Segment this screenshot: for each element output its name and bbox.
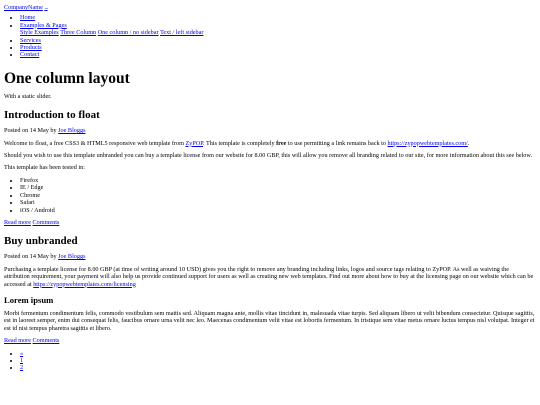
nav-subitem [160,29,203,36]
list-item: • Safari [20,199,536,206]
article-paragraph [4,266,536,288]
article-subheading: Lorem ipsum [4,294,54,305]
pagination-page-link[interactable]: 1 [20,356,24,364]
nav-link-three-column[interactable]: Three Column [60,29,97,37]
list-item: • Chrome [20,192,536,199]
author-link[interactable]: Joe Bloggs [58,127,86,135]
text-segment: . This template is completely [203,139,275,147]
article-paragraph: Should you wish to use this template unbranded you can buy a template license from our website for 8.00 GBP, this will allow you remove all branding related to our site, for more information about this see below. [4,152,533,160]
pagination-item [20,357,536,364]
nav-link-products[interactable]: Products [20,44,42,52]
nav-item-contact [20,51,536,58]
read-more-link[interactable]: Read more [4,218,31,226]
read-more-link[interactable]: Read more [4,337,31,345]
nav-subitem [20,29,59,36]
nav-item-products [20,44,536,51]
zypop-link[interactable]: ZyPOP [185,139,204,147]
article-meta [4,253,536,260]
pagination-item [20,364,536,371]
pagination-page-link[interactable]: 2 [20,364,24,372]
pagination-prev-link[interactable]: « [20,349,24,357]
text-segment: Purchasing a template license for 8.00 GBP (at time of writing around 10 USD) gives you the right to remove any branding including links, logos and source tags relating to ZyPOP. As well as waiving the attribution requirement, your payment will also help us provide continued support for users as well as creating new web templates. Find out more about how to buy at the licensing page on our website which can be accessed at [4,265,534,288]
author-link[interactable]: Joe Bloggs [58,253,86,261]
licensing-url-link[interactable]: https://zypopwebtemplates.com/licensing [33,280,136,288]
article-paragraph: This template has been tested in: [4,164,85,172]
nav-item-services [20,37,536,44]
brand-link[interactable]: CompanyName [4,4,43,11]
nav-link-one-column[interactable]: One column / no sidebar [97,29,159,37]
text-segment: to use permitting a link remains back to [287,139,386,147]
nav-item-examples [20,22,536,37]
nav-list [4,14,536,58]
nav-item-home [20,14,536,21]
menu-toggle-button[interactable]: ... [44,4,48,11]
comments-link[interactable]: Comments [32,337,60,345]
page-subtitle: With a static slider. [4,92,52,100]
article-title: Buy unbranded [4,235,78,248]
nav-submenu [20,29,536,36]
meta-text: Posted on 14 May by [4,253,57,261]
list-item: • Firefox [20,177,536,184]
nav-link-left-sidebar[interactable]: Text / left sidebar [160,29,204,37]
nav-link-examples[interactable]: Examples & Pages [20,21,67,29]
comments-link[interactable]: Comments [32,218,60,226]
site-header [4,4,536,11]
nav-subitem [98,29,159,36]
text-segment: Welcome to float, a free CSS3 & HTML5 responsive web template from [4,139,184,147]
zypop-url-link[interactable]: https://zypopwebtemplates.com/ [387,139,468,147]
list-item: • iOS / Android [20,207,536,214]
article-paragraph [4,140,536,147]
nav-link-home[interactable]: Home [20,14,36,22]
article-links [4,337,536,344]
browser-list [4,177,536,214]
article-title: Introduction to float [4,109,100,122]
nav-link-contact[interactable]: Contact [20,51,40,59]
article-buy-unbranded [4,235,536,344]
pagination-item [20,350,536,357]
pagination [4,350,536,372]
article-introduction [4,109,536,226]
text-segment: . [467,139,470,147]
main-nav [4,14,536,58]
nav-link-services[interactable]: Services [20,36,41,44]
nav-subitem [60,29,96,36]
nav-link-style-examples[interactable]: Style Examples [20,29,59,37]
meta-text: Posted on 14 May by [4,127,57,135]
article-meta [4,127,536,134]
page-title: One column layout [4,69,130,87]
article-paragraph: Morbi fermentum condimentum felis, commodo vestibulum sem mattis sed. Aliquam magna ante, mollis vitae tincidunt in, malesuada vitae turpis. Sed aliquam libero ut velit bibendum consectetur. Quisque sagittis, est in laoreet semper, enim dui consequat felis, faucibus ornare urna velit nec leo. Maecenas condimentum velit vitae est lobortis fermentum. In tristique sem vitae metus ornare luctus tempus nisl volutpat. Integer et est id nisi tempus pharetra sagittis et libero. [4,309,535,332]
free-bold-text: free [276,139,287,147]
article-links [4,219,536,226]
list-item: • IE / Edge [20,184,536,191]
